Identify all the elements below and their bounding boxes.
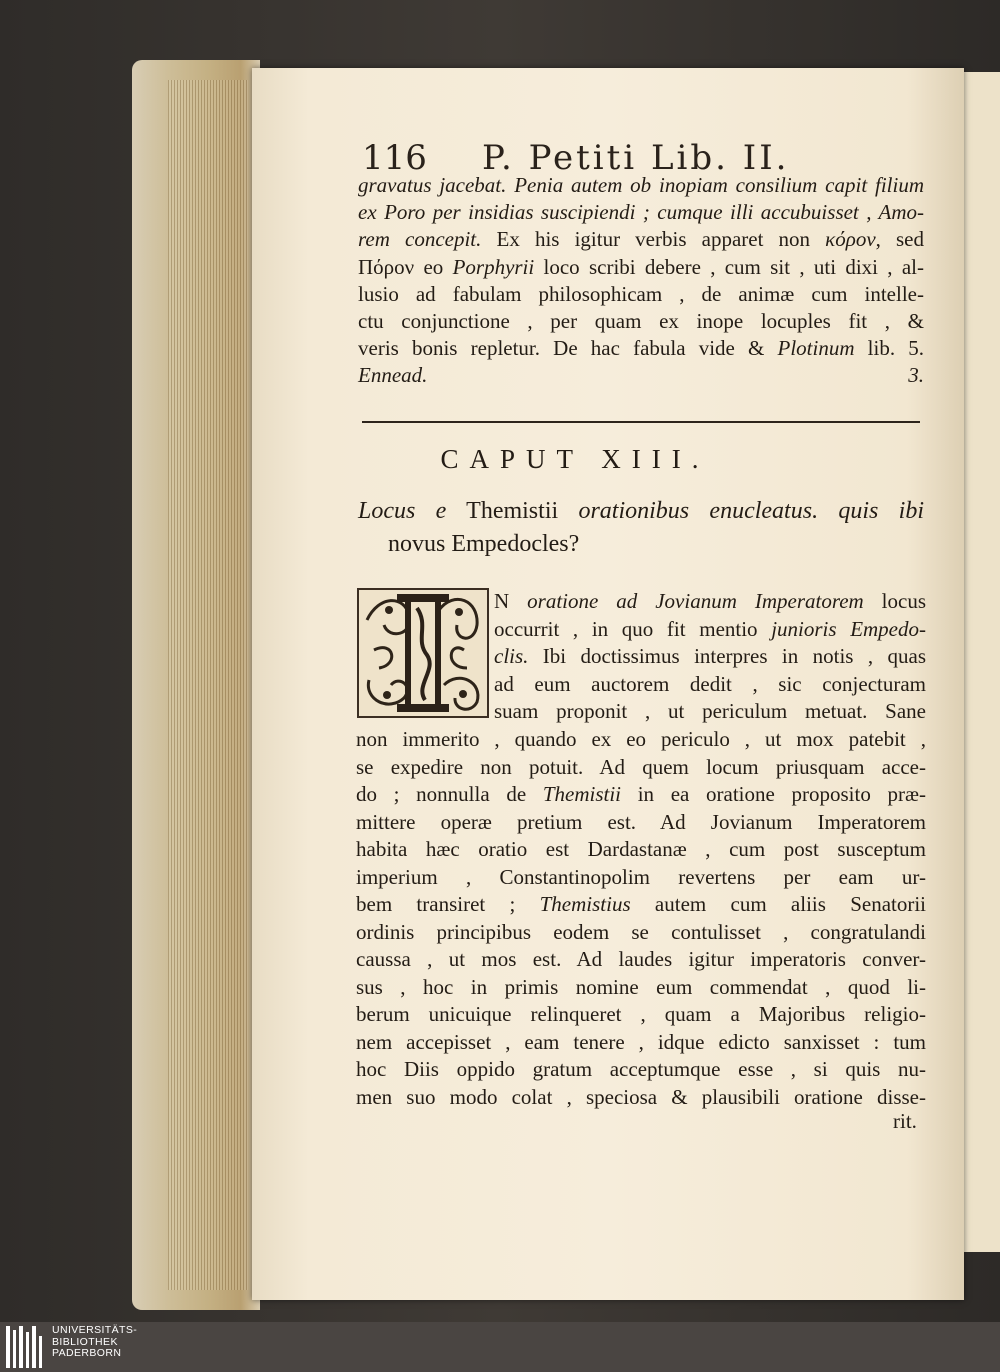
body-line xyxy=(356,809,926,836)
body-segment: in ea oratione proposito præ- xyxy=(621,782,926,806)
body-line xyxy=(494,616,926,643)
body-segment: ordinis principibus eodem se contulisset , congratulandi xyxy=(356,919,926,944)
facing-page-edge xyxy=(958,72,1000,1252)
running-title: P. Petiti Lib. II. xyxy=(482,138,790,178)
body-line xyxy=(356,1029,926,1056)
body-segment: non immerito , quando ex eo periculo , ut mox patebit , xyxy=(356,727,926,751)
continuation-segment: gravatus jacebat. xyxy=(358,173,507,197)
continuation-segment: Plotinum xyxy=(777,336,855,361)
continuation-line xyxy=(358,199,924,226)
continuation-line xyxy=(358,172,924,199)
continuation-line xyxy=(358,254,924,281)
summary-line xyxy=(388,531,579,558)
section-rule xyxy=(362,421,920,423)
body-segment: nem accepisset , eam tenere , idque edicto sanxisset : tum xyxy=(356,1029,926,1054)
body-line xyxy=(356,919,926,946)
body-segment: clis. xyxy=(494,644,529,668)
body-segment: mittere operæ pretium est. Ad Jovianum Imperatorem xyxy=(356,809,926,834)
book-page-edges xyxy=(132,60,260,1310)
chapter-title: CAPUT XIII. xyxy=(440,444,710,474)
body-segment: sus , hoc in primis nomine eum commendat , quod li- xyxy=(356,974,926,999)
continuation-segment: lib. 5. xyxy=(854,336,924,361)
continuation-line xyxy=(358,226,924,253)
library-footer xyxy=(0,1322,1000,1372)
body-segment: bem transiret ; xyxy=(356,892,540,916)
continuation-segment: lusio ad fabulam philosophicam , de animæ cum intelle- xyxy=(358,281,924,306)
continuation-line xyxy=(358,362,924,389)
logo-line-1: UNIVERSITÄTS- xyxy=(52,1324,138,1336)
body-segment: junioris Empedo- xyxy=(771,616,926,641)
body-line xyxy=(494,588,926,615)
continuation-segment: Penia autem ob inopiam consilium capit filium xyxy=(506,173,924,197)
continuation-segment: , sed xyxy=(875,227,925,252)
summary-line xyxy=(358,498,924,525)
body-segment: autem cum aliis Senatorii xyxy=(630,892,927,916)
continuation-segment: eo xyxy=(414,254,453,279)
body-segment: oratione ad Jovianum Imperatorem xyxy=(527,589,864,613)
catchword: rit. xyxy=(893,1109,917,1133)
ornamental-initial xyxy=(357,588,489,718)
body-line xyxy=(494,671,926,698)
body-segment: caussa , ut mos est. Ad laudes igitur imperatoris conver- xyxy=(356,947,926,971)
continuation-line xyxy=(358,281,924,308)
body-line xyxy=(356,946,926,973)
library-logo-icon xyxy=(6,1326,46,1368)
continuation-segment: κόρον xyxy=(825,227,876,252)
body-line xyxy=(494,698,926,725)
page-number: 116 xyxy=(362,138,427,178)
continuation-segment: Ennead. 3. xyxy=(358,363,924,388)
logo-line-3: PADERBORN xyxy=(52,1347,122,1359)
continuation-segment: Porphyrii xyxy=(452,254,535,279)
body-line xyxy=(494,643,926,670)
continuation-line xyxy=(358,335,924,362)
body-line xyxy=(356,754,926,781)
body-segment: occurrit , in quo fit mentio xyxy=(494,616,772,641)
continuation-segment: Ex his igitur verbis apparet non xyxy=(481,227,826,252)
body-segment: Ibi doctissimus interpres in notis , quas xyxy=(528,644,926,668)
summary-segment: Locus e xyxy=(358,498,447,524)
body-line xyxy=(356,781,926,808)
logo-line-2: BIBLIOTHEK xyxy=(52,1335,118,1348)
body-line xyxy=(356,864,926,891)
library-logo-text xyxy=(52,1325,137,1360)
summary-segment: Themistii xyxy=(446,498,579,524)
body-segment: berum unicuique relinqueret , quam a Majoribus religio- xyxy=(356,1002,926,1026)
body-segment: habita hæc oratio est Dardastanæ , cum post susceptum xyxy=(356,837,926,861)
summary-segment: orationibus enucleatus. quis ibi xyxy=(578,498,924,524)
ornamental-initial-art xyxy=(359,590,487,716)
body-segment: se expedire non potuit. Ad quem locum priusquam acce- xyxy=(356,754,926,779)
body-segment: suam proponit , ut periculum metuat. Sane xyxy=(494,699,926,723)
body-segment: Themistii xyxy=(542,782,622,806)
continuation-segment: veris bonis repletur. De hac fabula vide & xyxy=(358,336,778,361)
continuation-segment: Πόρον xyxy=(358,254,415,279)
body-line xyxy=(356,974,926,1001)
body-segment: locus xyxy=(863,589,927,613)
body-segment: ad eum auctorem dedit , sic conjecturam xyxy=(494,671,926,696)
continuation-segment: rem concepit. xyxy=(358,227,482,252)
body-segment: N xyxy=(494,589,528,613)
body-line xyxy=(356,1084,926,1111)
body-segment: do ; nonnulla de xyxy=(356,782,543,806)
body-segment: imperium , Constantinopolim revertens per eam ur- xyxy=(356,864,926,889)
body-line xyxy=(356,1001,926,1028)
body-line xyxy=(356,1056,926,1083)
body-line xyxy=(356,726,926,753)
body-line xyxy=(356,891,926,918)
body-line xyxy=(356,836,926,863)
continuation-line xyxy=(358,308,924,335)
body-segment: Themistius xyxy=(539,892,631,916)
continuation-segment: ctu conjunctione , per quam ex inope locuples fit , & xyxy=(358,309,924,333)
continuation-segment: loco scribi debere , cum sit , uti dixi , al- xyxy=(534,254,924,279)
summary-segment: novus Empedocles? xyxy=(388,531,580,557)
body-segment: men suo modo colat , speciosa & plausibili oratione disse- xyxy=(356,1084,926,1109)
continuation-segment: ex Poro per insidias suscipiendi ; cumque illi accubuisset , Amo- xyxy=(358,200,924,225)
body-segment: hoc Diis oppido gratum acceptumque esse , si quis nu- xyxy=(356,1057,926,1081)
